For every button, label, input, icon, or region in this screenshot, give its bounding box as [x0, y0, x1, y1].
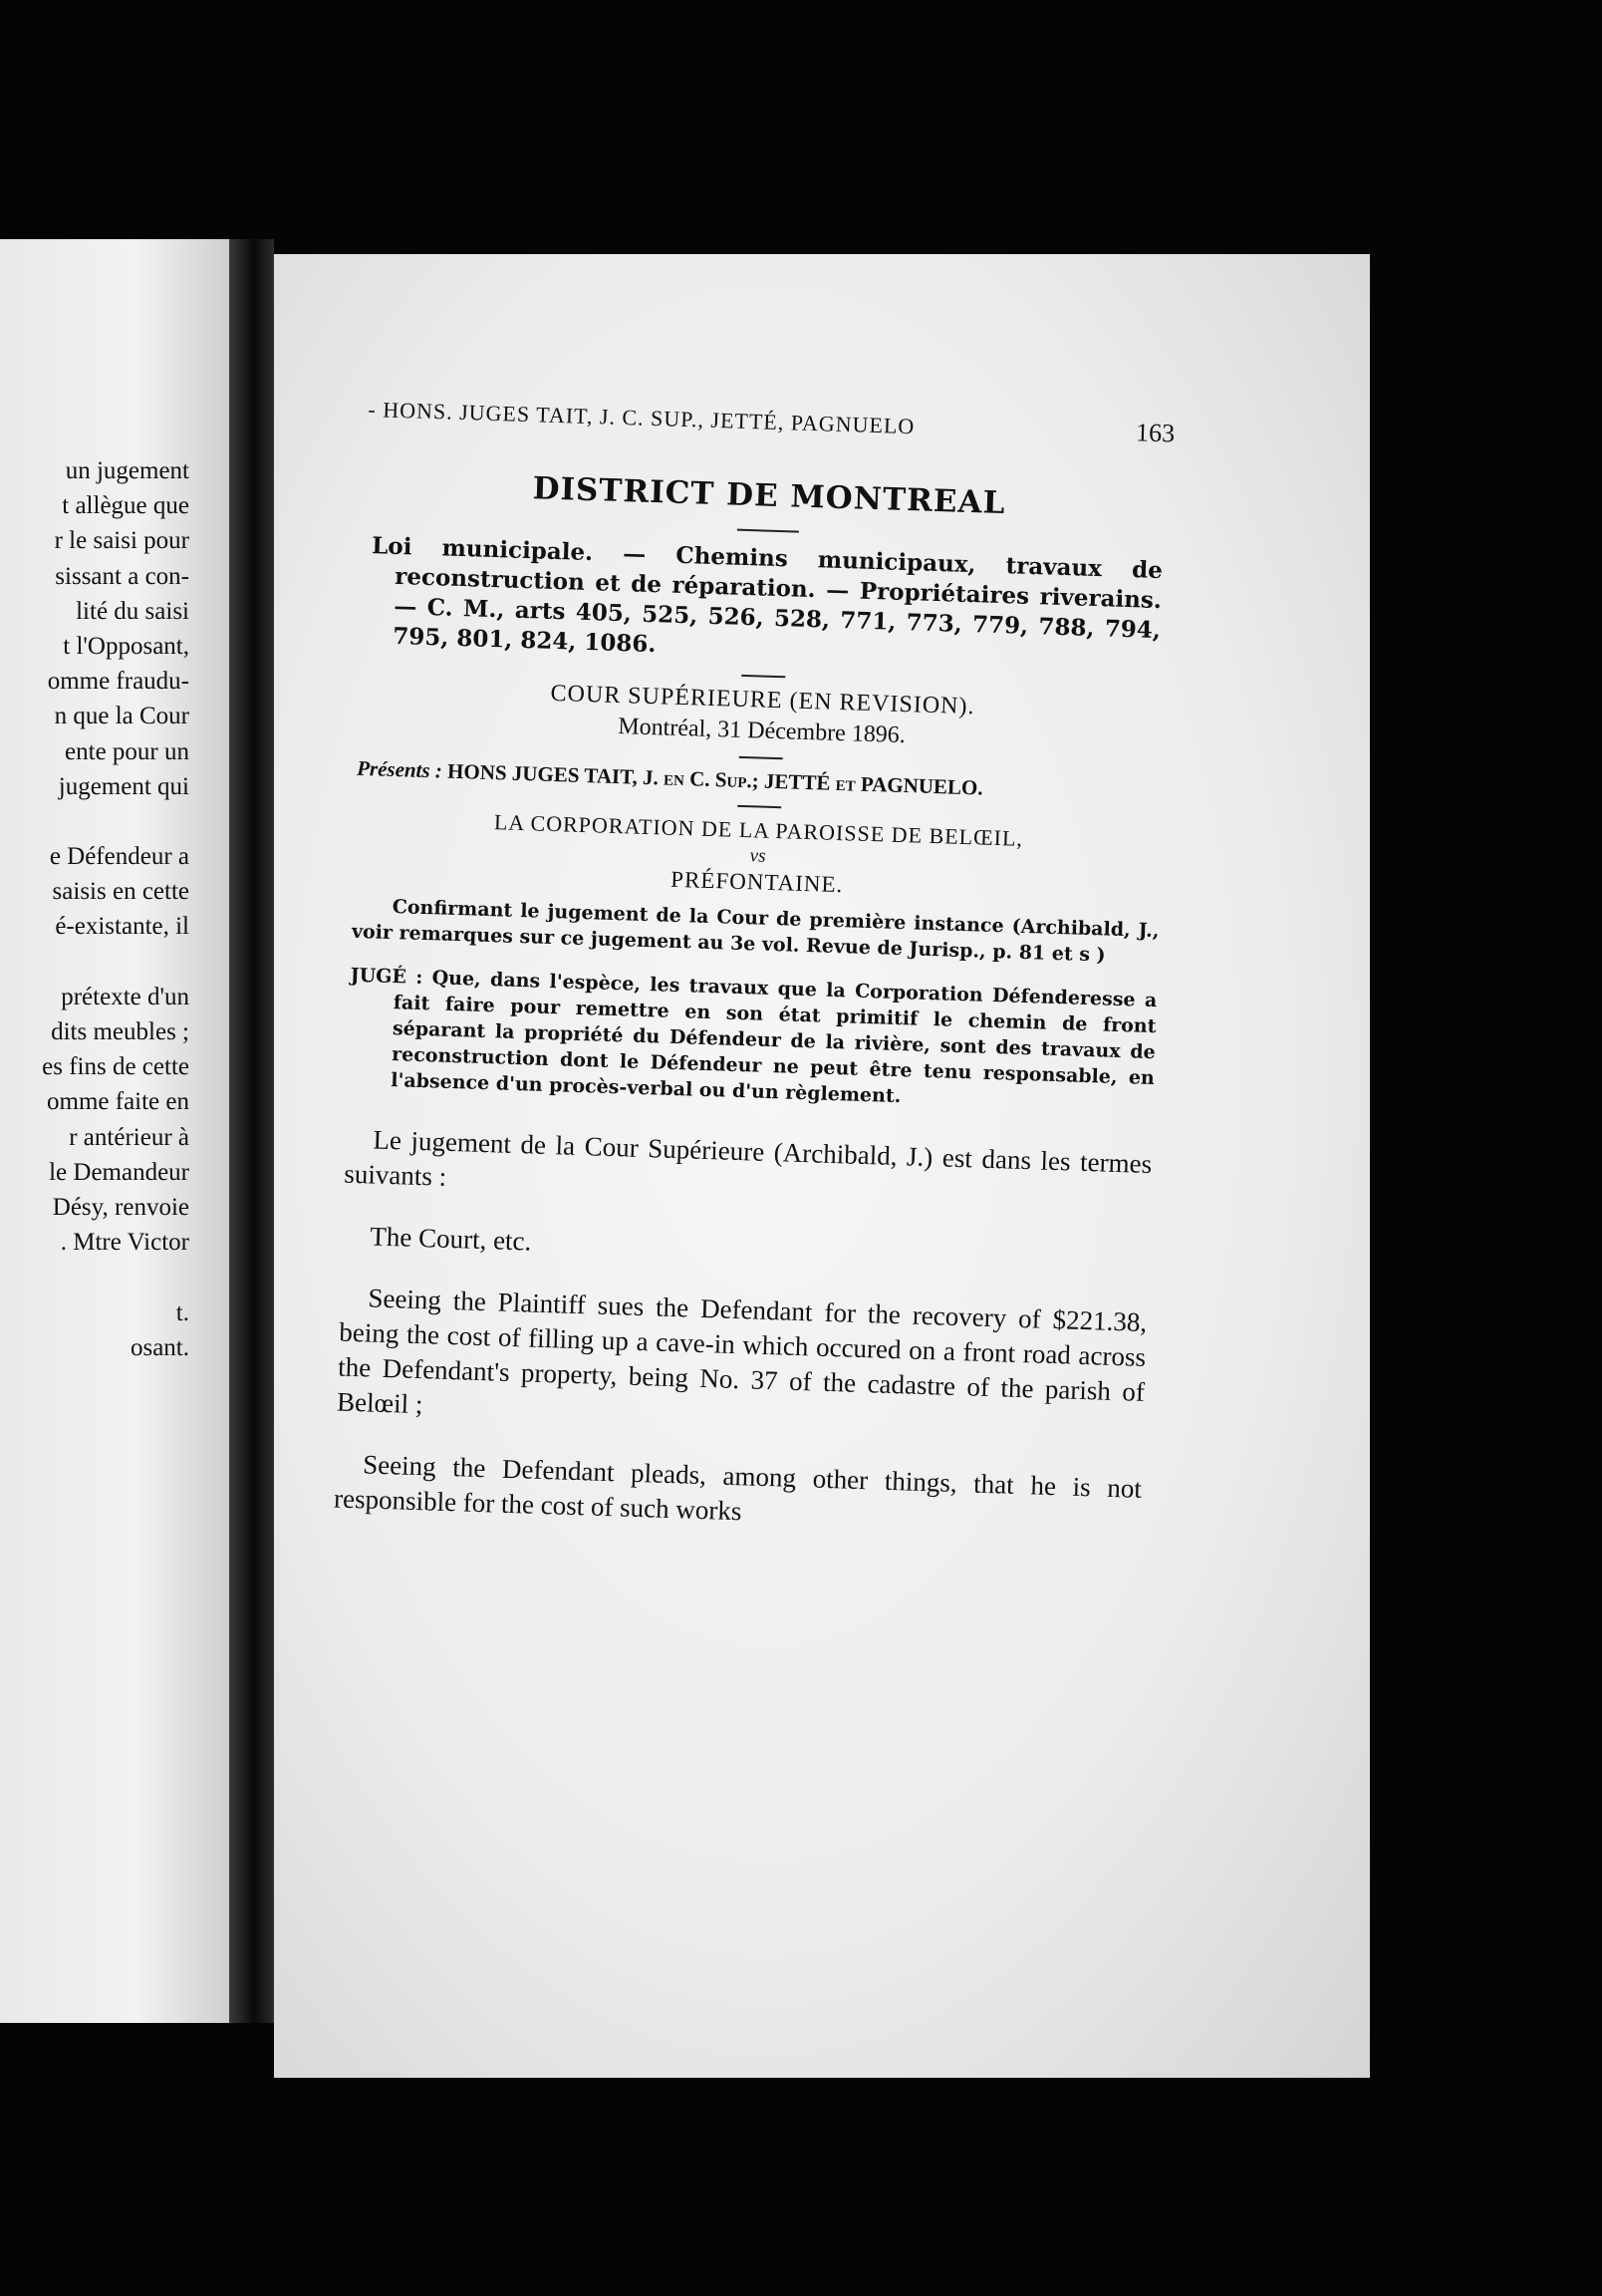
left-page	[0, 239, 229, 2023]
subject-headnote: Loi municipale. — Chemins municipaux, travaux de reconstruction et de réparation. — Propriétaires riverains. — C. M., arts 405, 525, 526, 528, 771, 773, 779, 788, 794, 795, 801, 824, 1086.	[371, 532, 1164, 659]
left-line	[42, 945, 189, 980]
left-line: saisis en cette	[52, 878, 189, 906]
left-line: omme faite en	[47, 1088, 189, 1116]
book-gutter	[229, 239, 274, 2023]
left-line: . Mtre Victor	[60, 1229, 189, 1257]
confirming-note: Confirmant le jugement de la Cour de première instance (Archibald, J., voir remarques sur ce jugement au 3e vol. Revue de Jurisp., p. 81 et s )	[351, 896, 1160, 967]
holding-text: Que, dans l'espèce, les travaux que la Corporation Défenderesse a fait faire pour remettre en son état primitif le chemin de front séparant la propriété du Défendeur de la rivière, sont des travaux de reconstruction dont le Défendeur ne peut être tenu responsable, en l'absence d'un procès-verbal ou d'un règlement.	[391, 967, 1158, 1108]
divider-rule	[741, 675, 785, 678]
left-line: t l'Opposant,	[63, 632, 189, 660]
body-paragraph: The Court, etc.	[369, 1221, 532, 1257]
district-heading: DISTRICT DE MONTREAL	[532, 470, 1006, 522]
left-line: omme fraudu-	[47, 668, 189, 696]
left-line: Désy, renvoie	[52, 1193, 189, 1221]
presents-judges: HONS JUGES TAIT, J. en C. Sup.; JETTÉ et PAGNUELO.	[446, 758, 983, 800]
left-line: lité du saisi	[76, 597, 189, 625]
left-line	[42, 1260, 189, 1294]
left-line: le Demandeur	[49, 1158, 189, 1186]
left-line: sissant a con-	[55, 562, 189, 590]
left-line: jugement qui	[58, 772, 189, 800]
divider-rule	[737, 805, 781, 808]
page-number: 163	[1135, 418, 1176, 448]
left-line: r antérieur à	[69, 1123, 189, 1151]
left-page-text	[42, 453, 189, 1365]
body-paragraph: Seeing the Plaintiff sues the Defendant for the recovery of $221.38, being the cost of filling up a cave-in which occured on a front road across the Defendant's property, being No. 37 of the cadastre of the parish of Belœil ;	[336, 1283, 1148, 1420]
body-paragraph: Seeing the Defendant pleads, among other things, that he is not responsible for the cost of such works	[333, 1449, 1143, 1527]
judgment-date: Montréal, 31 Décembre 1896.	[617, 714, 907, 749]
left-line: e Défendeur a	[49, 843, 189, 871]
presents-line	[357, 756, 1164, 806]
running-head-text: - HONS. JUGES TAIT, J. C. SUP., JETTÉ, PAGNUELO	[368, 396, 916, 439]
page-text-block	[333, 394, 1176, 1569]
left-line: un jugement	[65, 457, 189, 484]
court-name: COUR SUPÉRIEURE (EN REVISION).	[550, 680, 975, 720]
left-line: n que la Cour	[54, 703, 189, 730]
left-line: es fins de cette	[42, 1053, 189, 1081]
left-line	[42, 804, 189, 839]
left-line: t.	[175, 1298, 189, 1326]
right-page	[274, 254, 1370, 2078]
divider-rule	[737, 529, 799, 533]
left-line: t allègue que	[62, 492, 189, 520]
left-line: é-existante, il	[55, 913, 189, 941]
body-paragraph: Le jugement de la Cour Supérieure (Archibald, J.) est dans les termes suivants :	[343, 1124, 1153, 1192]
left-line: dits meubles ;	[51, 1018, 189, 1045]
holding-summary	[347, 963, 1158, 1117]
left-line: prétexte d'un	[61, 983, 189, 1010]
presents-label: Présents :	[356, 755, 443, 783]
holding-label: JUGÉ :	[350, 964, 423, 989]
running-head	[368, 394, 1176, 448]
versus-label: vs	[749, 845, 766, 867]
plaintiff-party: LA CORPORATION DE LA PAROISSE DE BELŒIL,	[493, 809, 1024, 851]
defendant-party: PRÉFONTAINE.	[669, 866, 844, 898]
left-line: osant.	[130, 1333, 189, 1361]
left-line: ente pour un	[65, 737, 189, 765]
divider-rule	[739, 756, 783, 759]
left-line: r le saisi pour	[54, 527, 189, 555]
